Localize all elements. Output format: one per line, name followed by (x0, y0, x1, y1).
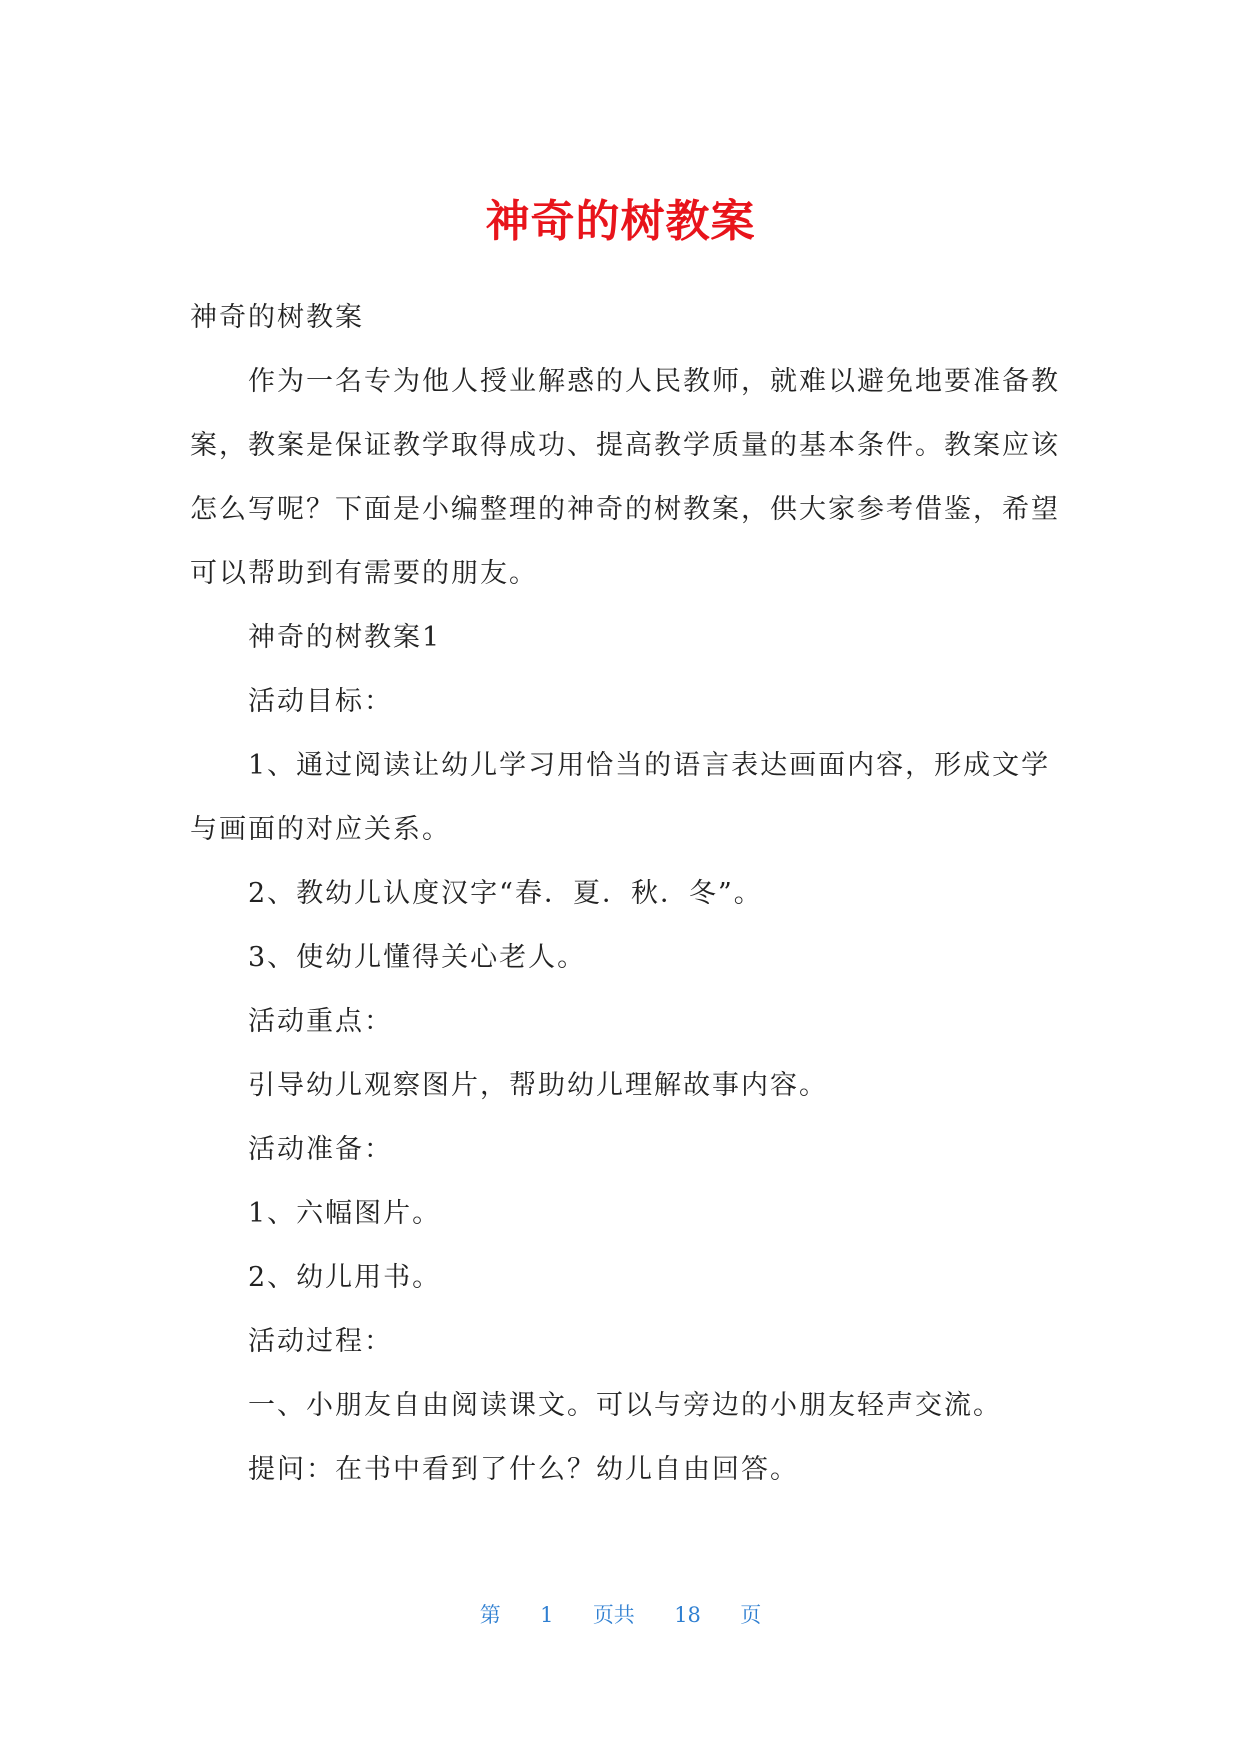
paragraph-prep-heading: 活动准备： (248, 1134, 393, 1165)
paragraph-focus-heading: 活动重点： (248, 1006, 393, 1037)
paragraph-section-title: 神奇的树教案1 (248, 622, 442, 653)
footer-current-page: 1 (540, 1603, 554, 1627)
footer-prefix: 第 (479, 1603, 501, 1627)
paragraph-goals-heading: 活动目标： (248, 686, 393, 717)
paragraph-process-1: 一、小朋友自由阅读课文。可以与旁边的小朋友轻声交流。 (248, 1390, 1002, 1421)
paragraph-prep-1: 1、六幅图片。 (248, 1198, 442, 1229)
footer-suffix: 页 (740, 1603, 762, 1627)
paragraph-heading: 神奇的树教案 (190, 302, 364, 333)
footer-total-pages: 18 (674, 1603, 701, 1627)
paragraph-goal-3: 3、使幼儿懂得关心老人。 (248, 942, 587, 973)
paragraph-goal-2: 2、教幼儿认度汉字“春．夏．秋．冬”。 (248, 878, 763, 909)
paragraph-process-heading: 活动过程： (248, 1326, 393, 1357)
document-body (190, 286, 1060, 1502)
paragraph-prep-2: 2、幼儿用书。 (248, 1262, 442, 1293)
paragraph-question: 提问：在书中看到了什么？幼儿自由回答。 (248, 1454, 799, 1485)
paragraph-focus: 引导幼儿观察图片，帮助幼儿理解故事内容。 (248, 1070, 828, 1101)
page-footer (0, 1600, 1241, 1630)
document-title: 神奇的树教案 (485, 196, 756, 247)
paragraph-goal-1: 1、通过阅读让幼儿学习用恰当的语言表达画面内容，形成文学与画面的对应关系。 (190, 750, 1051, 845)
paragraph-intro: 作为一名专为他人授业解惑的人民教师，就难以避免地要准备教案，教案是保证教学取得成功、提高教学质量的基本条件。教案应该怎么写呢？下面是小编整理的神奇的树教案，供大家参考借鉴，希望可以帮助到有需要的朋友。 (190, 366, 1060, 589)
footer-middle: 页共 (592, 1603, 635, 1627)
